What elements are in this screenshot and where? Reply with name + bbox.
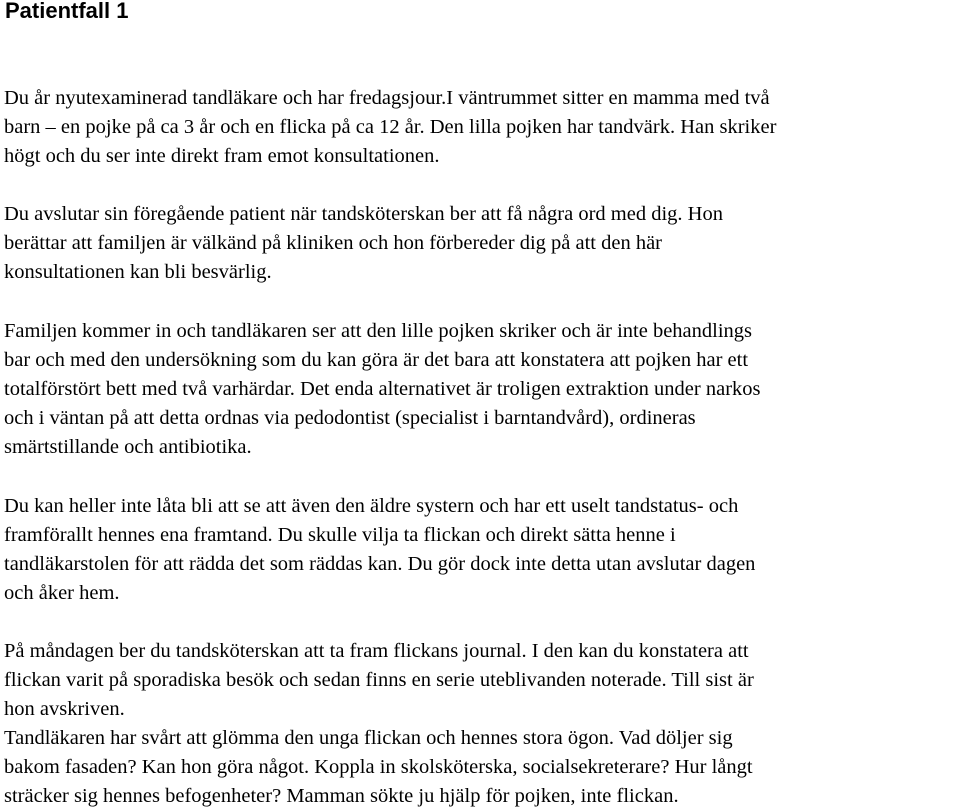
text-line: Du avslutar sin föregående patient när tandsköterskan ber att få några ord med dig. Hon [4, 203, 723, 225]
text-line: bakom fasaden? Kan hon göra något. Koppla in skolsköterska, socialsekreterare? Hur långt [4, 756, 753, 778]
text-line: Familjen kommer in och tandläkaren ser att den lille pojken skriker och är inte behandlings [4, 320, 753, 342]
text-line: bar och med den undersökning som du kan göra är det bara att konstatera att pojken har ett [4, 349, 749, 371]
text-line: Du kan heller inte låta bli att se att även den äldre systern och har ett uselt tandstatus- och [4, 495, 739, 517]
text-line: berättar att familjen är välkänd på kliniken och hon förbereder dig på att den här [4, 232, 663, 254]
text-line: tandläkarstolen för att rädda det som räddas kan. Du gör dock inte detta utan avslutar dagen [4, 553, 756, 575]
text-line: och åker hem. [4, 582, 120, 604]
text-line: och i väntan på att detta ordnas via pedodontist (specialist i barntandvård), ordineras [4, 407, 696, 429]
text-line: Du år nyutexaminerad tandläkare och har fredagsjour.I väntrummet sitter en mamma med två [4, 87, 770, 109]
text-line: totalförstört bett med två varhärdar. Det enda alternativet är troligen extraktion under narkos [4, 378, 761, 400]
text-line: barn – en pojke på ca 3 år och en flicka på ca 12 år. Den lilla pojken har tandvärk. Han skriker [4, 116, 777, 138]
text-line: högt och du ser inte direkt fram emot konsultationen. [4, 145, 440, 167]
text-line: hon avskriven. [4, 698, 125, 720]
text-line: framförallt hennes ena framtand. Du skulle vilja ta flickan och direkt sätta henne i [4, 524, 676, 546]
text-line: sträcker sig hennes befogenheter? Mamman sökte ju hjälp för pojken, inte flickan. [4, 785, 679, 807]
text-line: smärtstillande och antibiotika. [4, 436, 252, 458]
text-line: flickan varit på sporadiska besök och sedan finns en serie uteblivanden noterade. Till sist är [4, 669, 754, 691]
text-line: Tandläkaren har svårt att glömma den unga flickan och hennes stora ögon. Vad döljer sig [4, 727, 733, 749]
page-title: Patientfall 1 [5, 0, 129, 23]
text-line: På måndagen ber du tandsköterskan att ta fram flickans journal. I den kan du konstatera att [4, 640, 749, 662]
text-line: konsultationen kan bli besvärlig. [4, 261, 272, 283]
